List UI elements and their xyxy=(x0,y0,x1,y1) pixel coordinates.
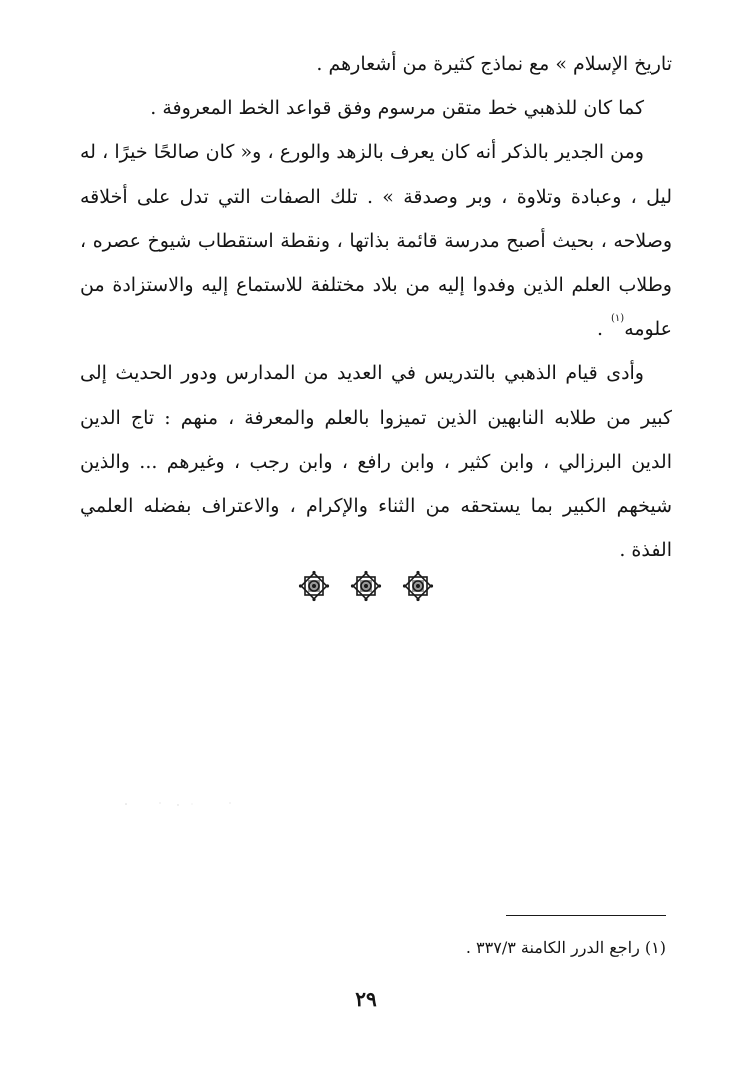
text-line-with-footnote xyxy=(80,307,672,351)
star-ornament-icon xyxy=(297,569,331,603)
footnote: (١) راجع الدرر الكامنة ٣٣٧/٣ . xyxy=(465,938,666,957)
footnote-reference: (١) xyxy=(611,313,625,325)
text-line: كبير من طلابه النابهين الذين تميزوا بالعلم والمعرفة ، منهم : تاج الدين xyxy=(80,406,672,429)
text-line: وأدى قيام الذهبي بالتدريس في العديد من المدارس ودور الحديث إلى xyxy=(80,362,644,385)
text-fragment: علومه xyxy=(624,318,672,341)
text-line: وصلاحه ، بحيث أصبح مدرسة قائمة بذاتها ، ونقطة استقطاب شيوخ عصره ، xyxy=(80,229,672,252)
text-line: كما كان للذهبي خط متقن مرسوم وفق قواعد الخط المعروفة . xyxy=(150,97,644,120)
text-line: ومن الجدير بالذكر أنه كان يعرف بالزهد والورع ، و« كان صالحًا خيرًا ، له xyxy=(80,141,644,164)
sentence-end-mark: . xyxy=(596,318,603,341)
scan-specks xyxy=(120,800,240,808)
text-line: الدين البرزالي ، وابن كثير ، وابن رافع ، وابن رجب ، وغيرهم ... والذين xyxy=(80,450,672,473)
section-divider-ornaments xyxy=(0,569,732,605)
page-number: ٢٩ xyxy=(355,987,377,1011)
text-line: شيخهم الكبير بما يستحقه من الثناء والإكرام ، والاعتراف بفضله العلمي xyxy=(80,494,672,517)
text-line: وطلاب العلم الذين وفدوا إليه من بلاد مختلفة للاستماع إليه والاستزادة من xyxy=(80,273,672,296)
body-text xyxy=(80,42,672,572)
star-ornament-icon xyxy=(401,569,435,603)
text-line: تاريخ الإسلام » مع نماذج كثيرة من أشعارهم . xyxy=(316,53,672,75)
text-line: ليل ، وعبادة وتلاوة ، وبر وصدقة » . تلك الصفات التي تدل على أخلاقه xyxy=(80,185,672,208)
text-line: الفذة . xyxy=(619,539,672,562)
footnote-separator xyxy=(506,915,666,916)
star-ornament-icon xyxy=(349,569,383,603)
